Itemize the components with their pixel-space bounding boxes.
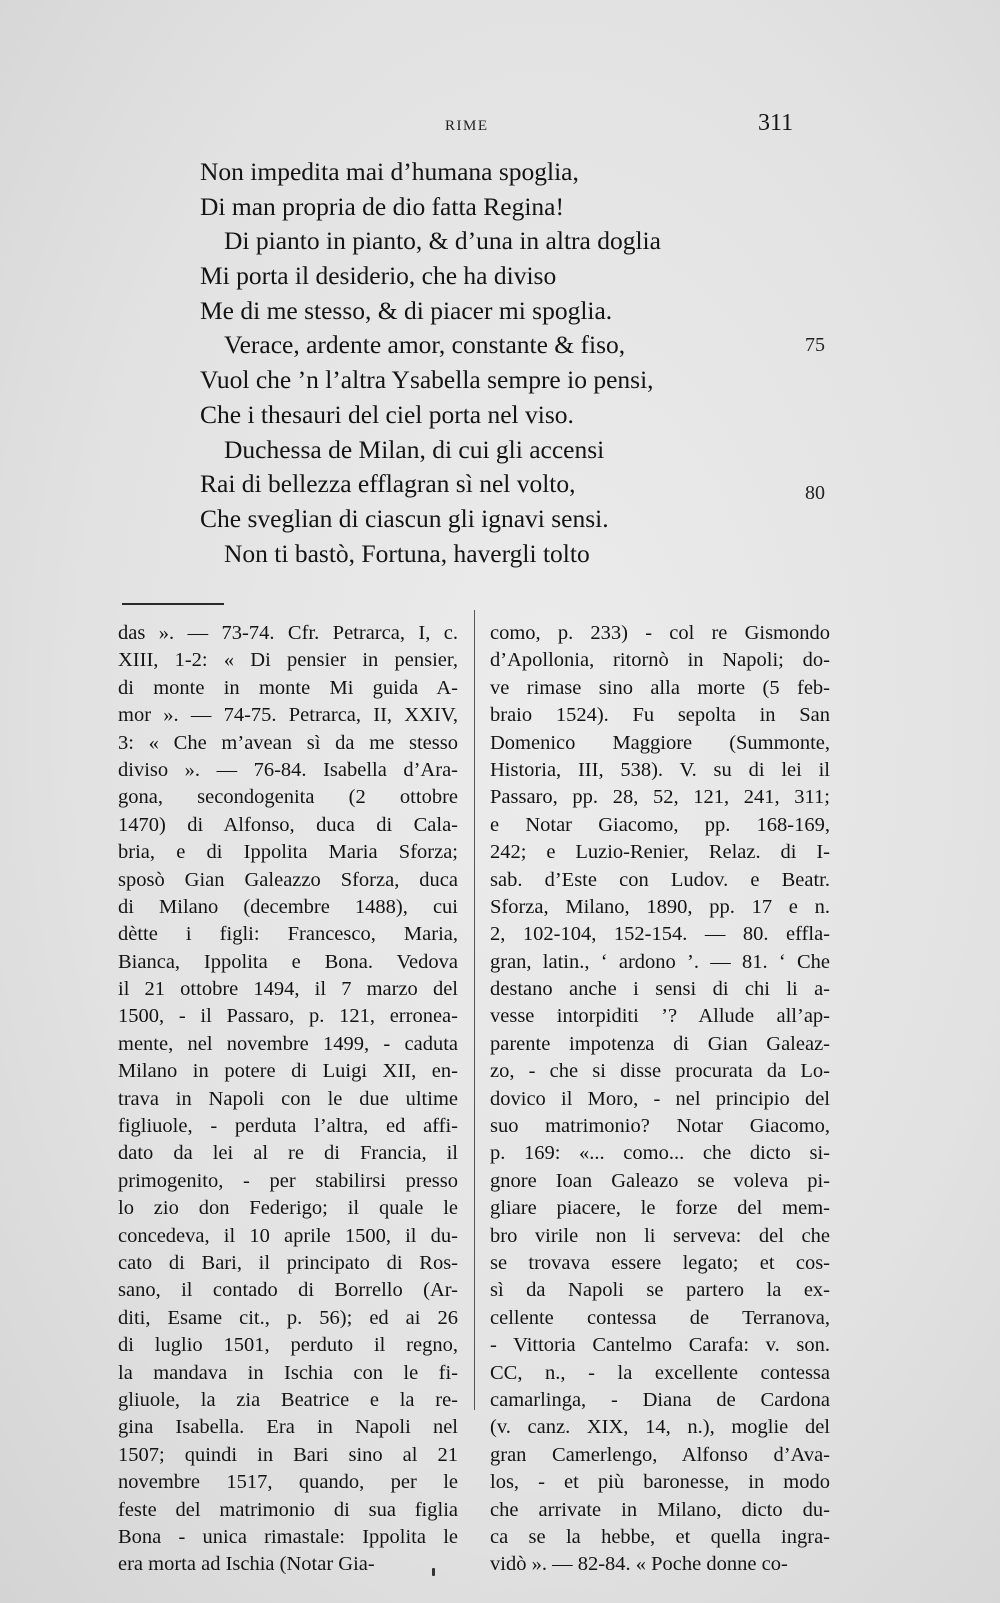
note-line: bro virile non li serveva: del che	[490, 1224, 830, 1247]
verse-line-number: 75	[805, 334, 825, 356]
verse-line: Verace, ardente amor, constante & fiso,	[224, 330, 626, 360]
page-number: 311	[758, 110, 794, 136]
verse-line: Duchessa de Milan, di cui gli accensi	[224, 434, 605, 464]
note-line: dato da lei al re di Francia, il	[118, 1142, 458, 1165]
ink-speck	[432, 1568, 435, 1576]
note-line: ve rimase sino alla morte (5 feb-	[490, 676, 830, 699]
note-line: (v. canz. XIX, 14, n.), moglie del	[490, 1416, 830, 1439]
note-line: figliuole, - perduta l’altra, ed affi-	[118, 1115, 458, 1138]
note-line: das ». — 73-74. Cfr. Petrarca, I, c.	[118, 622, 458, 644]
note-line: p. 169: «... como... che dicto si-	[490, 1142, 830, 1165]
running-head: RIME	[445, 118, 489, 134]
verse-line: Rai di bellezza efflagran sì nel volto,	[200, 469, 576, 499]
note-line: mor ». — 74-75. Petrarca, II, XXIV,	[118, 704, 458, 727]
note-line: Domenico Maggiore (Summonte,	[490, 731, 830, 754]
note-line: diti, Esame cit., p. 56); ed ai 26	[118, 1306, 458, 1329]
note-line: concedeva, il 10 aprile 1500, il du-	[118, 1224, 458, 1247]
note-line: e Notar Giacomo, pp. 168-169,	[490, 813, 830, 836]
note-line: los, - et più baronesse, in modo	[490, 1471, 830, 1494]
note-line: d’Apollonia, ritornò in Napoli; do-	[490, 649, 830, 672]
note-line: novembre 1517, quando, per le	[118, 1471, 458, 1494]
note-line: - Vittoria Cantelmo Carafa: v. son.	[490, 1334, 830, 1357]
verse-line: Me di me stesso, & di piacer mi spoglia.	[200, 295, 613, 325]
note-line: cato di Bari, il principato di Ros-	[118, 1251, 458, 1274]
verse-line-number: 80	[805, 482, 825, 504]
notes-column-left	[118, 620, 458, 1579]
note-line: era morta ad Ischia (Notar Gia-	[118, 1553, 375, 1576]
note-line: feste del matrimonio di sua figlia	[118, 1498, 458, 1521]
note-line: Milano in potere di Luigi XII, en-	[118, 1060, 458, 1083]
note-line: gona, secondogenita (2 ottobre	[118, 786, 458, 809]
note-line: vesse intorpiditi ’? Allude all’ap-	[490, 1005, 830, 1028]
note-line: primogenito, - per stabilirsi presso	[118, 1169, 458, 1192]
verse-line: Mi porta il desiderio, che ha diviso	[200, 261, 557, 291]
note-line: gina Isabella. Era in Napoli nel	[118, 1416, 458, 1439]
note-line: di luglio 1501, perduto il regno,	[118, 1334, 458, 1357]
notes-column-right	[490, 620, 830, 1579]
note-line: bria, e di Ippolita Maria Sforza;	[118, 841, 458, 864]
note-line: 2, 102-104, 152-154. — 80. effla-	[490, 923, 830, 946]
note-line: lo zio don Federigo; il quale le	[118, 1197, 458, 1220]
note-line: zo, - che si disse procurata da Lo-	[490, 1060, 830, 1083]
note-line: XIII, 1-2: « Di pensier in pensier,	[118, 649, 458, 672]
note-line: gran, latin., ‘ ardono ’. — 81. ‘ Che	[490, 950, 830, 973]
note-line: che arrivate in Milano, dicto du-	[490, 1498, 830, 1521]
verse-line: Di pianto in pianto, & d’una in altra doglia	[224, 226, 661, 256]
note-line: la mandava in Ischia con le fi-	[118, 1361, 458, 1384]
note-line: dètte i figli: Francesco, Maria,	[118, 923, 458, 946]
note-line: Bona - unica rimastale: Ippolita le	[118, 1525, 458, 1548]
note-line: trava in Napoli con le due ultime	[118, 1087, 458, 1110]
note-line: gran Camerlengo, Alfonso d’Ava-	[490, 1443, 830, 1466]
footnote-rule	[122, 603, 224, 605]
note-line: suo matrimonio? Notar Giacomo,	[490, 1115, 830, 1138]
note-line: 1507; quindi in Bari sino al 21	[118, 1443, 458, 1466]
note-line: gliuole, la zia Beatrice e la re-	[118, 1388, 458, 1411]
note-line: 242; e Luzio-Renier, Relaz. di I-	[490, 841, 830, 864]
note-line: di Milano (decembre 1488), cui	[118, 895, 458, 918]
note-line: diviso ». — 76-84. Isabella d’Ara-	[118, 758, 458, 781]
note-line: parente impotenza di Gian Galeaz-	[490, 1032, 830, 1055]
verse-block	[200, 155, 760, 571]
note-line: mente, nel novembre 1499, - caduta	[118, 1032, 458, 1055]
verse-line: Vuol che ’n l’altra Ysabella sempre io pensi,	[200, 365, 654, 395]
note-line: il 21 ottobre 1494, il 7 marzo del	[118, 978, 458, 1001]
note-line: sano, il contado di Borrello (Ar-	[118, 1279, 458, 1302]
note-line: 3: « Che m’avean sì da me stesso	[118, 731, 458, 754]
note-line: ca se la hebbe, et quella ingra-	[490, 1525, 830, 1548]
note-line: 1500, - il Passaro, p. 121, erronea-	[118, 1005, 458, 1028]
note-line: como, p. 233) - col re Gismondo	[490, 622, 830, 644]
note-line: di monte in monte Mi guida A-	[118, 676, 458, 699]
note-line: 1470) di Alfonso, duca di Cala-	[118, 813, 458, 836]
note-line: Sforza, Milano, 1890, pp. 17 e n.	[490, 895, 830, 918]
verse-line: Non ti bastò, Fortuna, havergli tolto	[224, 538, 590, 568]
note-line: Bianca, Ippolita e Bona. Vedova	[118, 950, 458, 973]
note-line: se trovava essere legato; et cos-	[490, 1251, 830, 1274]
note-line: sab. d’Este con Ludov. e Beatr.	[490, 868, 830, 891]
verse-line: Che sveglian di ciascun gli ignavi sensi.	[200, 503, 609, 533]
note-line: destano anche i sensi di chi li a-	[490, 978, 830, 1001]
note-line: Passaro, pp. 28, 52, 121, 241, 311;	[490, 786, 830, 809]
verse-line: Non impedita mai d’humana spoglia,	[200, 157, 579, 186]
note-line: braio 1524). Fu sepolta in San	[490, 704, 830, 727]
note-line: Historia, III, 538). V. su di lei il	[490, 758, 830, 781]
note-line: cellente contessa de Terranova,	[490, 1306, 830, 1329]
note-line: dovico il Moro, - nel principio del	[490, 1087, 830, 1110]
note-line: gnore Ioan Galeazo se voleva pi-	[490, 1169, 830, 1192]
note-line: CC, n., - la excellente contessa	[490, 1361, 830, 1384]
note-line: sì da Napoli se partero la ex-	[490, 1279, 830, 1302]
note-line: camarlinga, - Diana de Cardona	[490, 1388, 830, 1411]
note-line: gliare piacere, le forze del mem-	[490, 1197, 830, 1220]
verse-line: Che i thesauri del ciel porta nel viso.	[200, 399, 574, 429]
column-divider	[474, 610, 475, 1410]
note-line: sposò Gian Galeazzo Sforza, duca	[118, 868, 458, 891]
verse-line: Di man propria de dio fatta Regina!	[200, 191, 564, 221]
note-line: vidò ». — 82-84. « Poche donne co-	[490, 1553, 788, 1576]
